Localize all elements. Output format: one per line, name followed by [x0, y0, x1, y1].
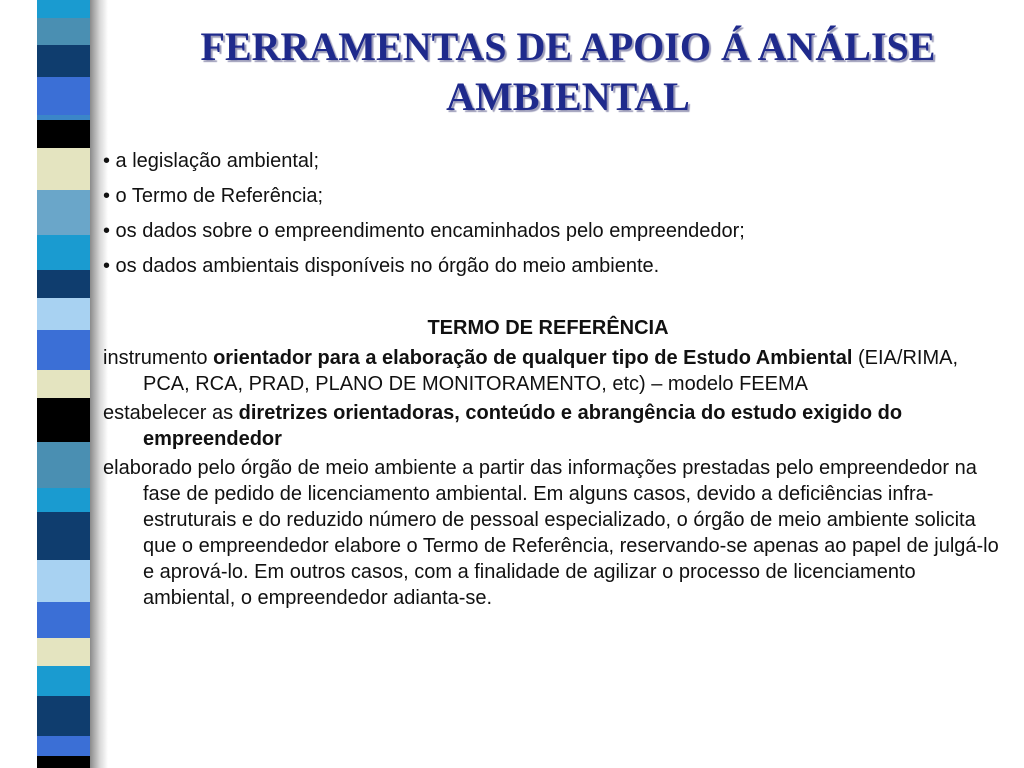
stripe-block: [37, 756, 90, 768]
definition-paragraph: [103, 400, 1003, 452]
stripe-block: [37, 18, 90, 45]
stripe-block: [37, 370, 90, 398]
stripe-block: [37, 0, 90, 18]
stripe-block: [37, 512, 90, 560]
slide-title: [118, 22, 1018, 122]
stripe-block: [37, 148, 90, 190]
bullet-item: • o Termo de Referência;: [103, 185, 324, 207]
slide-title-line-2: AMBIENTAL: [446, 74, 690, 119]
stripe-block: [37, 442, 90, 488]
stripe-block: [37, 77, 90, 115]
paragraph-lead: estabelecer as: [103, 402, 239, 424]
stripe-block: [37, 696, 90, 736]
stripe-block: [37, 120, 90, 148]
paragraph-lead: instrumento: [103, 347, 214, 369]
definition-paragraph: [103, 455, 1003, 611]
bullet-item: • a legislação ambiental;: [103, 150, 320, 172]
stripe-block: [37, 602, 90, 638]
paragraph-emphasis: orientador para a elaboração de qualquer tipo de Estudo Ambiental: [213, 347, 853, 369]
spacer: [103, 287, 1003, 314]
bullet-item: • os dados sobre o empreendimento encaminhados pelo empreendedor;: [103, 220, 745, 242]
section-heading: TERMO DE REFERÊNCIA: [427, 317, 669, 339]
stripe-block: [37, 398, 90, 442]
bullet-item: • os dados ambientais disponíveis no órgão do meio ambiente.: [103, 255, 660, 277]
decorative-stripe-column: [37, 0, 90, 768]
stripe-block: [37, 666, 90, 696]
stripe-block: [37, 736, 90, 756]
stripe-block: [37, 560, 90, 602]
stripe-block: [37, 45, 90, 77]
stripe-block: [37, 190, 90, 235]
slide-body: [103, 147, 1003, 614]
slide-title-line-1: FERRAMENTAS DE APOIO Á ANÁLISE: [200, 24, 936, 69]
stripe-block: [37, 638, 90, 666]
stripe-block: [37, 330, 90, 370]
stripe-block: [37, 270, 90, 298]
stripe-block: [37, 298, 90, 330]
definition-paragraph: [103, 345, 1003, 397]
stripe-block: [37, 235, 90, 270]
stripe-block: [37, 488, 90, 512]
paragraph-rest: (EIA/RIMA, PCA, RCA, PRAD, PLANO DE MONITORAMENTO, etc) – modelo FEEMA: [143, 347, 959, 395]
paragraph-emphasis: diretrizes orientadoras, conteúdo e abrangência do estudo exigido do empreendedor: [143, 402, 903, 450]
paragraph-lead: elaborado pelo órgão de meio ambiente a partir das informações prestadas pelo empreendedor na fase de pedido de licenciamento ambiental. Em alguns casos, devido a deficiências infra-estruturais e do reduzido número de pessoal especializado, o órgão de meio ambiente solicita que o empreendedor elabore o Termo de Referência, reservando-se apenas ao papel de julgá-lo e aprová-lo. Em outros casos, com a finalidade de agilizar o processo de licenciamento ambiental, o empreendedor adianta-se.: [103, 457, 999, 609]
